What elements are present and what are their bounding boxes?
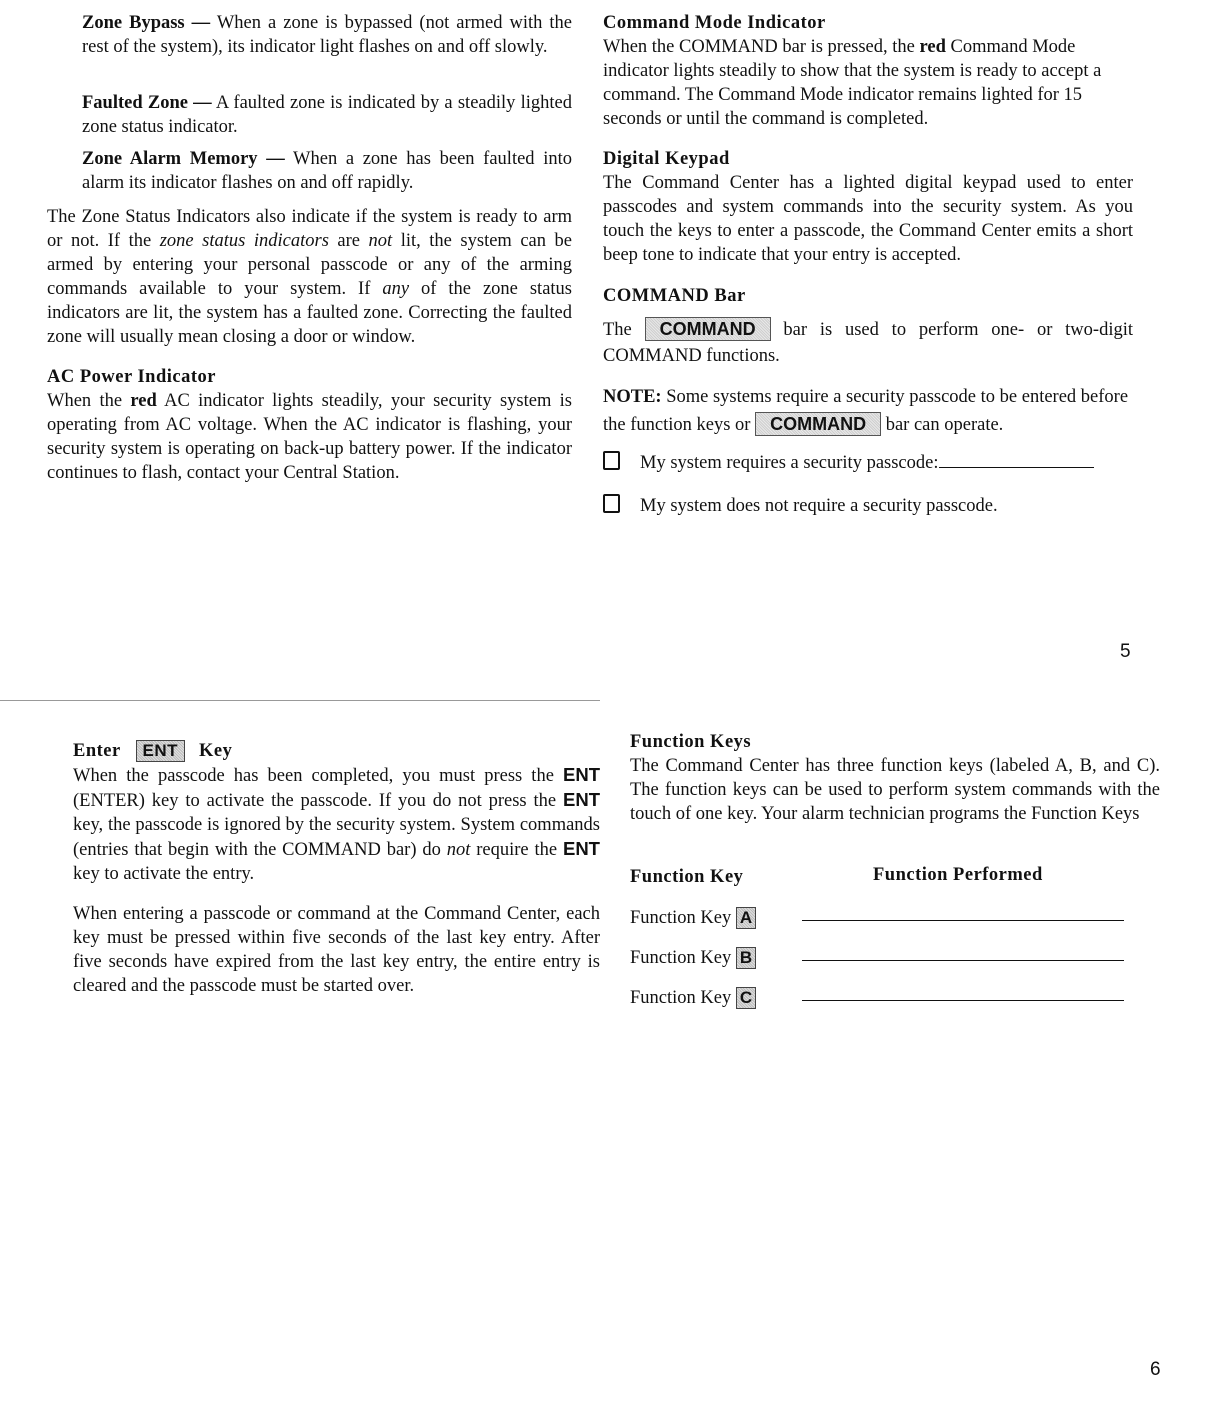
heading-text: Enter — [73, 741, 121, 761]
section-heading: Command Mode Indicator — [603, 13, 826, 33]
blank-line[interactable] — [802, 1000, 1124, 1001]
text: Some systems require a security passcode to be entered before the function keys or — [603, 387, 1129, 435]
text: are — [328, 231, 369, 251]
note-label: NOTE: — [603, 387, 662, 407]
command-bar-section — [603, 284, 1133, 518]
ac-power-section — [47, 365, 572, 485]
text: ENT — [563, 789, 600, 810]
text: key, the passcode is ignored by the security system. System commands (entries that begin with the COMMAND bar) do — [73, 815, 600, 860]
text: The Command Center has three function keys (labeled A, B, and C). The function keys can be used to perform system commands with the touch of one key. Your alarm technician programs the Function Keys — [630, 756, 1160, 824]
text: When the COMMAND bar is pressed, the — [603, 37, 920, 57]
term: Zone Bypass — — [82, 13, 211, 33]
row-label: Function Key — [630, 908, 732, 928]
row-label: Function Key — [630, 948, 732, 968]
text: any — [382, 279, 410, 299]
table-row — [630, 946, 1130, 970]
text: ENT — [562, 838, 600, 859]
text: Command Mode indicator lights steadily to show that the system is ready to accept a command. The Command Mode indicator remains lighted for 15 seconds or until the command is completed. — [603, 37, 1102, 129]
checkbox-label: My system requires a security passcode: — [640, 453, 939, 473]
enter-key-section — [73, 739, 600, 998]
table-row — [630, 986, 1130, 1010]
section-heading: COMMAND Bar — [603, 286, 746, 306]
text: zone status indicators — [159, 231, 329, 251]
table-row — [630, 906, 1130, 930]
text: lit, the system can be armed by entering your personal passcode or any of the arming commands available to your system. If — [47, 231, 572, 299]
timeout-paragraph: When entering a passcode or command at the Command Center, each key must be pressed within five seconds of the last key entry. After five seconds have expired from the last key entry, the entire entry is cleared and the passcode must be started over. — [73, 904, 600, 996]
blank-line[interactable] — [802, 920, 1124, 921]
ent-key-icon: ENT — [136, 740, 186, 762]
section-heading: Function Keys — [630, 732, 752, 752]
zone-bypass-item — [82, 11, 572, 59]
passcode-blank-line[interactable] — [939, 451, 1094, 468]
column-header: Function Key — [630, 867, 744, 887]
text: When the passcode has been completed, you must press the — [73, 766, 563, 786]
page-number: 5 — [1120, 641, 1131, 662]
text: red — [919, 37, 946, 57]
command-key-icon: COMMAND — [645, 317, 771, 341]
function-key-b-icon: B — [736, 947, 756, 969]
page-divider — [0, 700, 600, 701]
heading-text: Key — [199, 741, 233, 761]
function-key-table — [630, 865, 1160, 1025]
text: require the — [470, 840, 563, 860]
function-key-c-icon: C — [736, 987, 756, 1009]
term: Zone Alarm Memory — — [82, 149, 285, 169]
section-heading: Digital Keypad — [603, 149, 730, 169]
command-mode-section — [603, 11, 1133, 131]
text: The — [603, 320, 645, 340]
checkbox-label: My system does not require a security passcode. — [640, 496, 998, 516]
text: red — [130, 391, 157, 411]
digital-keypad-section — [603, 147, 1133, 267]
text: The Zone Status Indicators also indicate if the system is ready to arm or not. If the — [47, 207, 572, 251]
term: Faulted Zone — — [82, 93, 212, 113]
text: AC indicator lights steadily, your security system is operating from AC voltage. When the AC indicator is flashing, your security system is operating on back-up battery power. If the indicator continues to flash, contact your Central Station. — [47, 391, 573, 483]
zone-alarm-memory-item — [82, 147, 572, 195]
text: not — [368, 231, 393, 251]
desc: When a zone is bypassed (not armed with the rest of the system), its indicator light flashes on and off slowly. — [82, 13, 572, 57]
function-keys-section — [630, 730, 1160, 826]
text: ENT — [563, 764, 600, 785]
column-header: Function Performed — [873, 865, 1043, 885]
checkbox-item[interactable] — [603, 494, 1133, 518]
blank-line[interactable] — [802, 960, 1124, 961]
faulted-zone-item — [82, 91, 572, 139]
text: When the — [47, 391, 131, 411]
page-number: 6 — [1150, 1359, 1161, 1380]
desc: A faulted zone is indicated by a steadily lighted zone status indicator. — [82, 93, 572, 137]
text: The Command Center has a lighted digital keypad used to enter passcodes and system commands into the security system. As you touch the keys to enter a passcode, the Command Center emits a short beep tone to indicate that your entry is accepted. — [603, 173, 1133, 265]
checkbox-item[interactable] — [603, 451, 1133, 475]
section-heading: AC Power Indicator — [47, 367, 216, 387]
function-key-a-icon: A — [736, 907, 756, 929]
text: key to activate the entry. — [73, 864, 255, 884]
text: (ENTER) key to activate the passcode. If you do not press the — [73, 791, 563, 811]
checkbox[interactable] — [603, 451, 620, 470]
text: not — [446, 840, 471, 860]
command-key-icon: COMMAND — [755, 412, 881, 436]
text: of the zone status indicators are lit, the system has a faulted zone. Correcting the faulted zone will usually mean closing a door or window. — [47, 279, 572, 347]
checkbox[interactable] — [603, 494, 620, 513]
row-label: Function Key — [630, 988, 732, 1008]
text: bar can operate. — [881, 415, 1004, 435]
text: bar is used to perform one- or two-digit COMMAND functions. — [603, 320, 1133, 366]
desc: When a zone has been faulted into alarm its indicator flashes on and off rapidly. — [82, 149, 572, 193]
zone-status-paragraph — [47, 205, 572, 349]
